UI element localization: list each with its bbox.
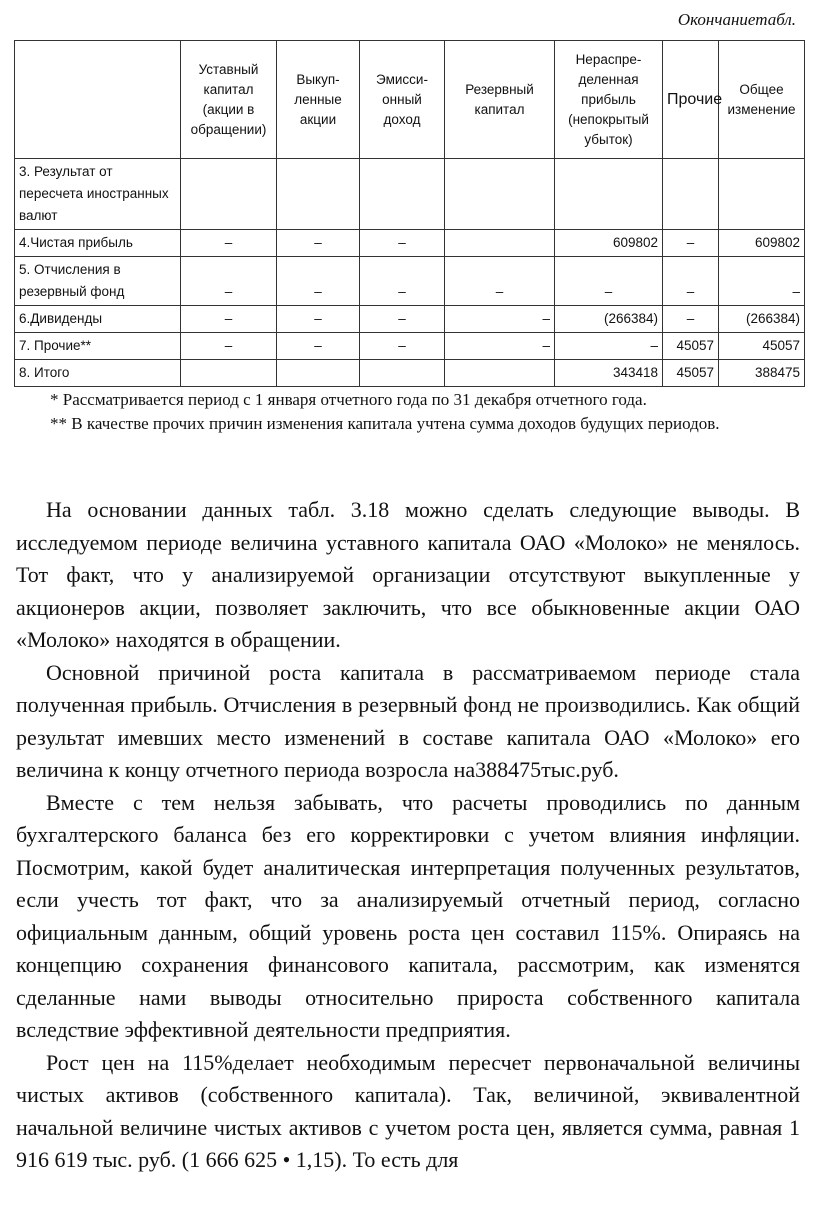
table-cell: – <box>445 306 555 333</box>
row-label: 7. Прочие** <box>15 333 181 360</box>
table-cell: 343418 <box>555 360 663 387</box>
header-other: Прочие <box>663 41 719 159</box>
table-cell: 45057 <box>719 333 805 360</box>
table-row <box>15 333 805 360</box>
header-bought-back-shares: Выкуп-ленные акции <box>277 41 360 159</box>
table-cell: (266384) <box>555 306 663 333</box>
footnote: * Рассматривается период с 1 января отчетного года по 31 декабря отчетного года. <box>50 390 647 409</box>
table-cell: – <box>663 306 719 333</box>
table-cell: – <box>360 306 445 333</box>
table-header-row <box>15 41 805 159</box>
table-cell: 609802 <box>719 230 805 257</box>
paragraph: Рост цен на 115%делает необходимым пересчет первоначальной величины чистых активов (собственного капитала). Так, величиной, эквивалентной начальной величине чистых активов с учетом роста цен, является сумма, равная 1 916 619 тыс. руб. (1 666 625 • 1,15). То есть для <box>16 1049 800 1172</box>
table-cell <box>277 159 360 230</box>
header-cell-empty <box>15 41 181 159</box>
table-cell: – <box>277 306 360 333</box>
table-cell: – <box>277 230 360 257</box>
table-row <box>15 306 805 333</box>
table-cell <box>360 360 445 387</box>
body-text <box>16 494 800 1177</box>
table-cell <box>663 159 719 230</box>
table-cell: – <box>663 257 719 306</box>
table-cell: – <box>360 257 445 306</box>
header-charter-capital: Уставный капитал (акции в обращении) <box>181 41 277 159</box>
table-cell: – <box>719 257 805 306</box>
table-cell: – <box>181 333 277 360</box>
row-label: 3. Результат от пересчета иностранных валют <box>15 159 181 230</box>
table-cell: – <box>181 306 277 333</box>
paragraph: На основании данных табл. 3.18 можно сделать следующие выводы. В исследуемом периоде величина уставного капитала ОАО «Молоко» не менялось. Тот факт, что у анализируемой организации отсутствуют выкупленные у акционеров акции, позволяет заключить, что все обыкновенные акции ОАО «Молоко» находятся в обращении. <box>16 497 800 652</box>
header-share-premium: Эмисси-онный доход <box>360 41 445 159</box>
table-cell: 388475 <box>719 360 805 387</box>
table-row <box>15 257 805 306</box>
table-cell <box>277 360 360 387</box>
table-cell <box>360 159 445 230</box>
table-cell: 45057 <box>663 333 719 360</box>
table-cell <box>445 360 555 387</box>
row-label: 5. Отчисления в резервный фонд <box>15 257 181 306</box>
table-footnotes <box>20 388 796 436</box>
table-cell: 609802 <box>555 230 663 257</box>
table-cell: (266384) <box>719 306 805 333</box>
capital-changes-table <box>14 40 805 387</box>
table-cell: – <box>277 257 360 306</box>
table-cell <box>555 159 663 230</box>
table-cell: – <box>555 333 663 360</box>
table-cell: – <box>181 230 277 257</box>
table-continuation-label: Окончаниетабл. <box>677 10 796 29</box>
row-label: 6.Дивиденды <box>15 306 181 333</box>
table-cell <box>181 360 277 387</box>
header-total-change: Общее изменение <box>719 41 805 159</box>
header-retained-earnings: Нераспре-деленная прибыль (непокрытый убыток) <box>555 41 663 159</box>
table-cell <box>445 230 555 257</box>
row-label: 8. Итого <box>15 360 181 387</box>
table-cell: – <box>277 333 360 360</box>
table-cell: – <box>555 257 663 306</box>
table-row <box>15 360 805 387</box>
table-cell: – <box>360 230 445 257</box>
table-cell: – <box>181 257 277 306</box>
table-cell: 45057 <box>663 360 719 387</box>
table-cell: – <box>663 230 719 257</box>
header-reserve-capital: Резервный капитал <box>445 41 555 159</box>
table-cell <box>445 159 555 230</box>
paragraph: Вместе с тем нельзя забывать, что расчеты проводились по данным бухгалтерского баланса без его корректировки с учетом влияния инфляции. Посмотрим, какой будет аналитическая интерпретация полученных результатов, если учесть тот факт, что за анализируемый отчетный период, согласно официальным данным, общий уровень роста цен составил 115%. Опираясь на концепцию сохранения финансового капитала, рассмотрим, как изменятся сделанные нами выводы относительно прироста собственного капитала вследствие эффективной деятельности предприятия. <box>16 789 800 1042</box>
table-row <box>15 159 805 230</box>
table-cell <box>181 159 277 230</box>
table-cell: – <box>360 333 445 360</box>
table-cell: – <box>445 257 555 306</box>
paragraph: Основной причиной роста капитала в рассматриваемом периоде стала полученная прибыль. Отчисления в резервный фонд не производились. Как общий результат имевших место изменений в составе капитала ОАО «Молоко» его величина к концу отчетного периода возросла на388475тыс.руб. <box>16 659 800 782</box>
row-label: 4.Чистая прибыль <box>15 230 181 257</box>
table-cell: – <box>445 333 555 360</box>
table-row <box>15 230 805 257</box>
table-cell <box>719 159 805 230</box>
footnote: ** В качестве прочих причин изменения капитала учтена сумма доходов будущих периодов. <box>50 414 720 433</box>
